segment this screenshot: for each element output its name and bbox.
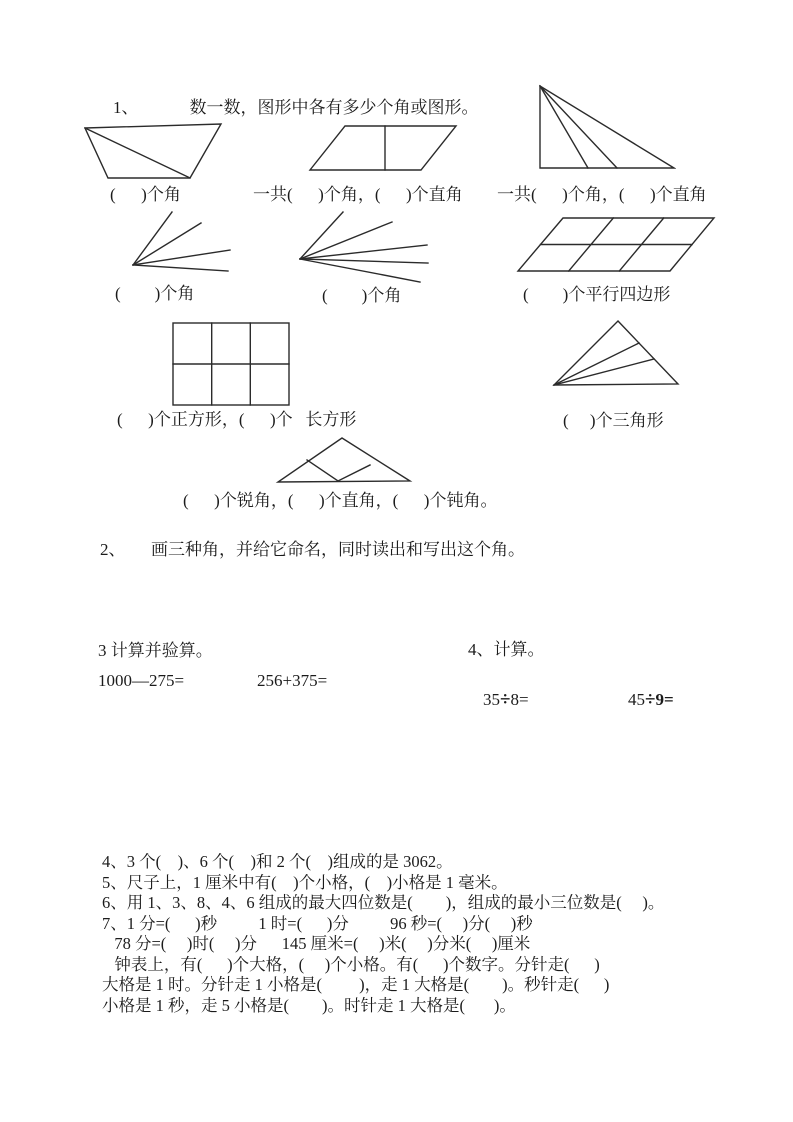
fill-line-largest-number: 6、用 1、3、8、4、6 组成的最大四位数是( )，组成的最小三位数是( )。 <box>102 893 665 912</box>
figure-trapezoid-with-diagonal <box>83 120 223 180</box>
caption-row4-acute-right-obtuse: ( )个锐角，( )个直角，( )个钝角。 <box>183 491 498 510</box>
fill-line-minute-hand: 大格是 1 时。分针走 1 小格是( )，走 1 大格是( )。秒针走( ) <box>102 975 610 994</box>
figure-roof-triangle <box>274 434 416 486</box>
question-4-title: 4、计算。 <box>468 640 545 659</box>
division-sign-icon: ÷ <box>500 689 511 710</box>
figure-parallelogram-split <box>308 124 458 172</box>
fill-line-time-conversion-1: 7、1 分=( )秒 1 时=( )分 96 秒=( )分( )秒 <box>102 913 533 933</box>
question-2-title: 2、 画三种角，并给它命名，同时读出和写出这个角。 <box>100 540 525 559</box>
fill-line-second-hour-hand: 小格是 1 秒，走 5 小格是( )。时针走 1 大格是( )。 <box>102 995 516 1015</box>
problem-division-2 <box>611 670 674 730</box>
division-2-divisor: 9= <box>655 690 674 709</box>
fill-in-blank-section <box>102 852 664 1016</box>
fill-line-compose-3062: 4、3 个( )、6 个( )和 2 个( )组成的是 3062。 <box>102 852 453 871</box>
caption-row2-parallelograms: ( )个平行四边形 <box>523 285 671 304</box>
division-2-dividend: 45 <box>628 690 645 709</box>
division-1-divisor: 8= <box>510 690 529 709</box>
problem-division-1 <box>466 670 529 730</box>
figure-angle-fan-5-rays <box>293 208 433 286</box>
figure-rectangle-grid <box>172 322 290 406</box>
caption-row3-squares-rectangles: ( )个正方形，( )个 长方形 <box>117 410 357 429</box>
fill-line-clock-grids: 钟表上，有( )个大格，( )个小格。有( )个数字。分针走( ) <box>102 954 600 974</box>
problem-addition: 256+375= <box>257 671 328 690</box>
figure-right-triangle-fan <box>538 84 676 170</box>
division-sign-icon-2: ÷ <box>645 689 656 710</box>
figure-angle-fan-4-rays <box>105 208 233 274</box>
problem-subtraction: 1000—275= <box>98 671 185 690</box>
question-1-title: 1、 数一数，图形中各有多少个角或图形。 <box>113 98 479 117</box>
figure-parallelogram-grid <box>512 216 717 274</box>
caption-row2-angles-2: ( )个角 <box>322 286 402 305</box>
caption-row1-angles: ( )个角 <box>110 185 181 204</box>
division-1-dividend: 35 <box>483 690 500 709</box>
question-3-title: 3 计算并验算。 <box>98 641 213 660</box>
figure-triangle-with-cevians <box>546 318 682 388</box>
fill-line-ruler-mm: 5、尺子上，1 厘米中有( )个小格，( )小格是 1 毫米。 <box>102 872 508 892</box>
caption-row2-angles: ( )个角 <box>115 284 195 303</box>
caption-row1-angles-right-angles-2: 一共( )个角，( )个直角 <box>497 185 707 204</box>
caption-row1-angles-right-angles: 一共( )个角，( )个直角 <box>253 185 463 204</box>
fill-line-time-length-conversion: 78 分=( )时( )分 145 厘米=( )米( )分米( )厘米 <box>102 934 531 953</box>
caption-row3-triangles: ( )个三角形 <box>563 411 664 430</box>
